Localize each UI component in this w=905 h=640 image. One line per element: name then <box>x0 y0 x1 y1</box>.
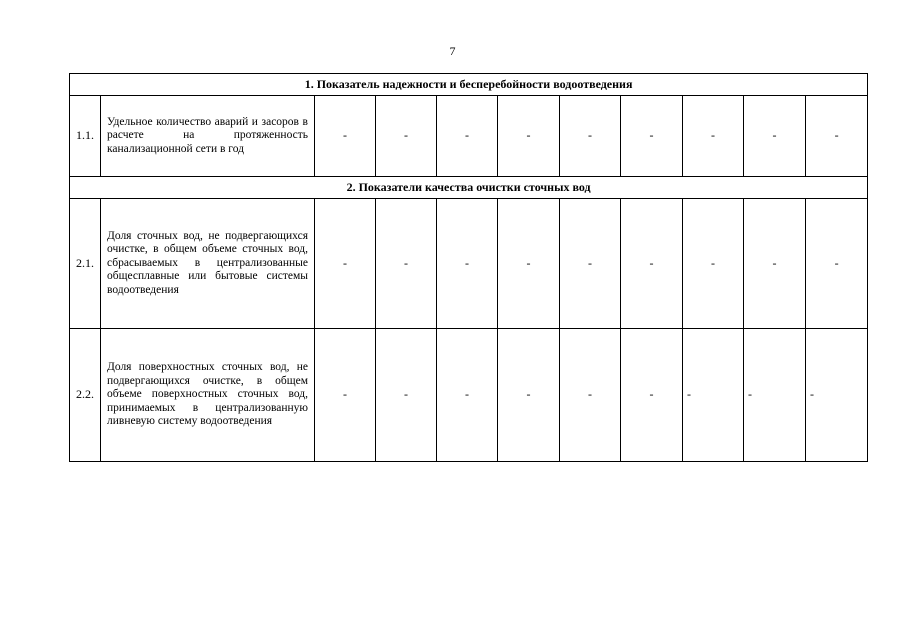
value-cell: - <box>376 329 437 462</box>
section-header-1 <box>70 74 868 96</box>
table-row <box>70 96 868 177</box>
indicators-table <box>69 73 868 462</box>
value-cell: - <box>621 329 683 462</box>
value-cell: - <box>498 199 560 329</box>
section-title: 2. Показатели качества очистки сточных вод <box>70 177 868 199</box>
row-number: 2.2. <box>70 329 101 462</box>
value-cell: - <box>683 96 744 177</box>
table-row <box>70 329 868 462</box>
value-cell: - <box>376 199 437 329</box>
value-text: - <box>687 387 691 402</box>
value-cell: - <box>621 96 683 177</box>
value-cell: - <box>806 96 868 177</box>
value-cell: - <box>437 96 498 177</box>
value-cell: - <box>560 199 621 329</box>
value-cell: - <box>744 199 806 329</box>
value-cell: - <box>315 96 376 177</box>
value-cell: - <box>376 96 437 177</box>
value-cell: - <box>315 329 376 462</box>
value-cell: - <box>744 96 806 177</box>
table-row <box>70 199 868 329</box>
value-cell <box>744 329 806 462</box>
value-cell: - <box>806 199 868 329</box>
section-header-2 <box>70 177 868 199</box>
section-title: 1. Показатель надежности и бесперебойности водоотведения <box>70 74 868 96</box>
row-description: Доля сточных вод, не подвергающихся очистке, в общем объеме сточных вод, сбрасываемых в централизованные общесплавные или бытовые системы водоотведения <box>101 199 315 329</box>
value-cell: - <box>560 96 621 177</box>
value-cell: - <box>560 329 621 462</box>
value-cell: - <box>498 329 560 462</box>
value-text: - <box>748 387 752 402</box>
value-cell: - <box>621 199 683 329</box>
row-number: 1.1. <box>70 96 101 177</box>
row-description: Доля поверхностных сточных вод, не подвергающихся очистке, в общем объеме поверхностных сточных вод, принимаемых в централизованную ливневую систему водоотведения <box>101 329 315 462</box>
page-number: 7 <box>449 44 456 58</box>
value-cell: - <box>437 329 498 462</box>
value-cell: - <box>315 199 376 329</box>
row-description: Удельное количество аварий и засоров в расчете на протяженность канализационной сети в год <box>101 96 315 177</box>
value-cell: - <box>498 96 560 177</box>
row-number: 2.1. <box>70 199 101 329</box>
value-cell: - <box>683 199 744 329</box>
value-cell: - <box>437 199 498 329</box>
value-cell <box>683 329 744 462</box>
value-text: - <box>810 387 814 402</box>
value-cell <box>806 329 868 462</box>
